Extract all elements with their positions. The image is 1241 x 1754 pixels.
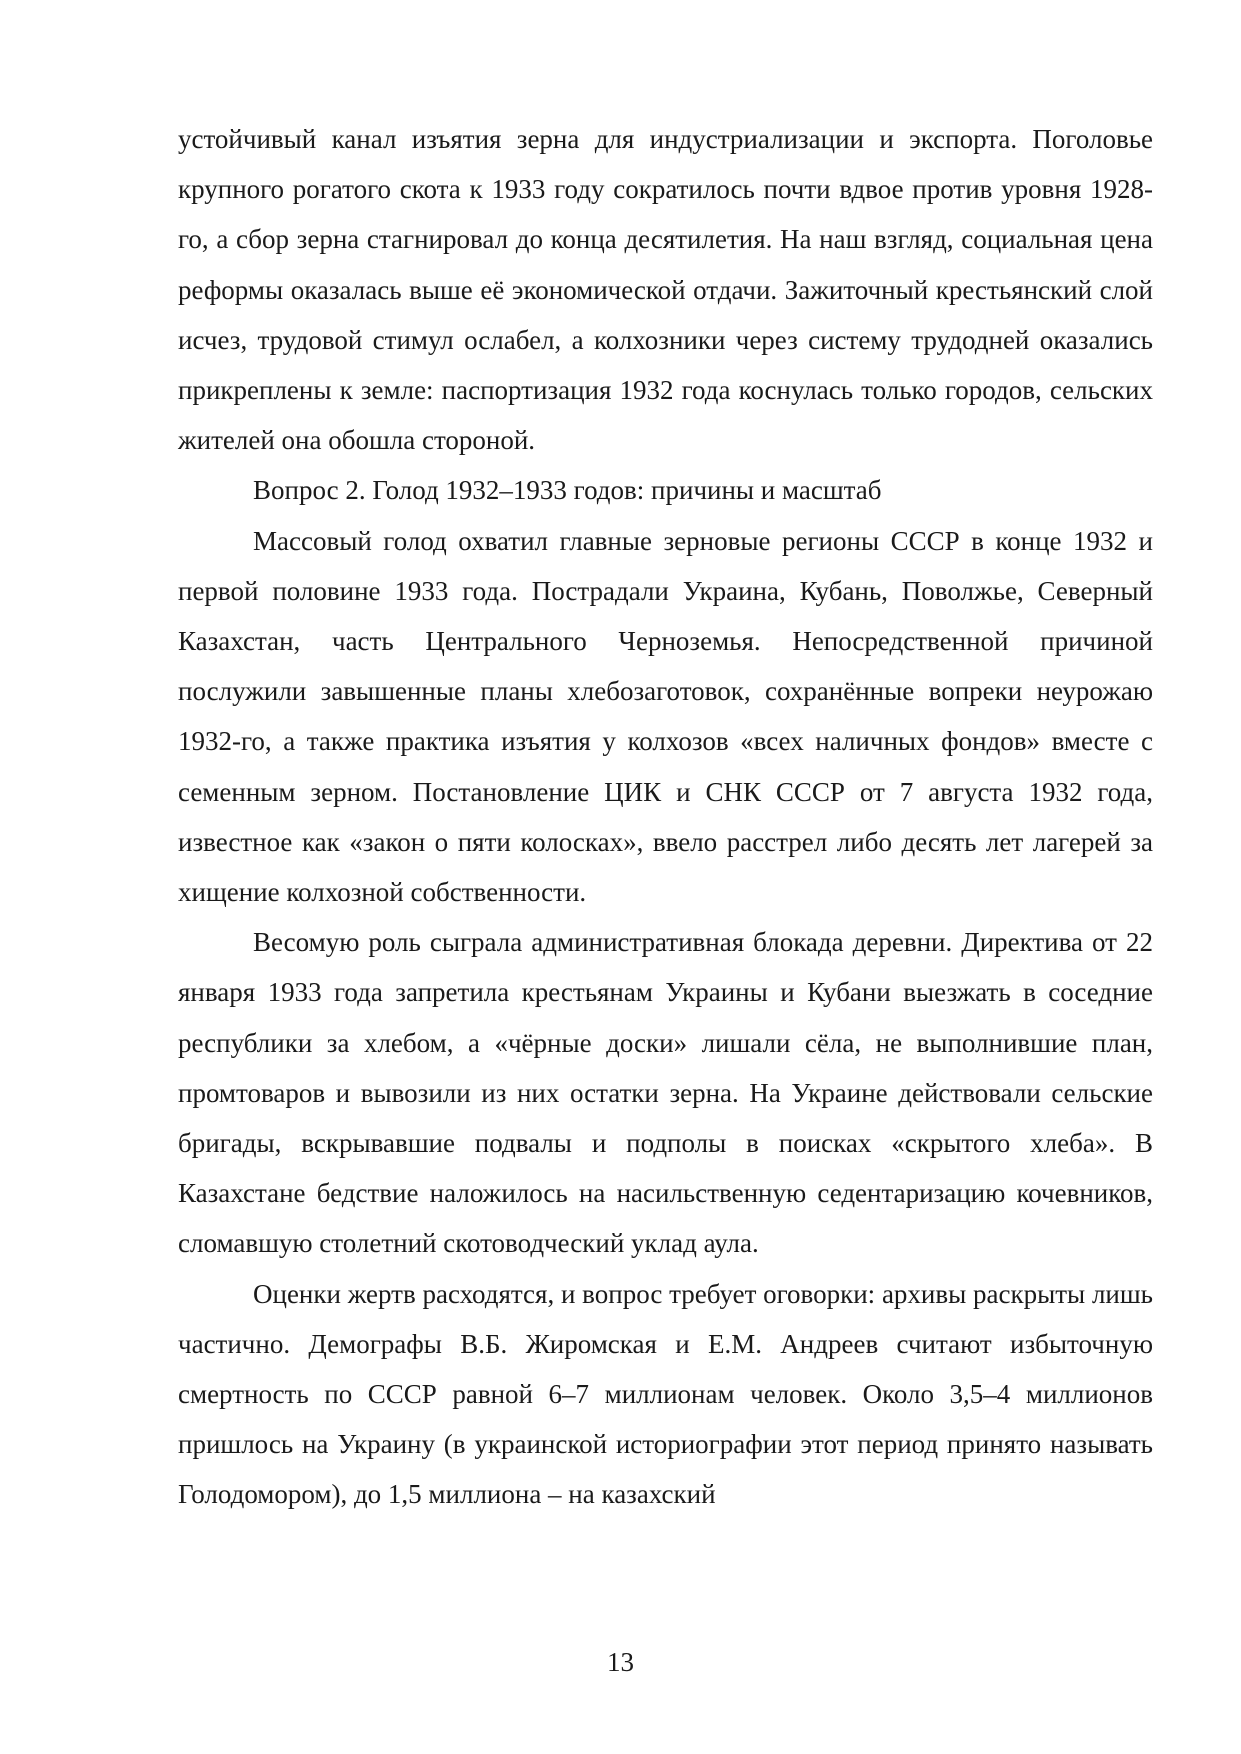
paragraph-administrative-blockade: Весомую роль сыграла административная блокада деревни. Директива от 22 января 1933 года запретила крестьянам Украины и Кубани выезжать в соседние республики за хлебом, а «чёрные доски» лишали сёла, не выполнившие план, промтоваров и вывозили из них остатки зерна. На Украине действовали сельские бригады, вскрывавшие подвалы и подполы в поисках «скрытого хлеба». В Казахстане бедствие наложилось на насильственную седентаризацию кочевников, сломавшую столетний скотоводческий уклад аула. [178, 927, 1153, 1259]
page-number: 13 [607, 1647, 634, 1677]
paragraph-famine-causes: Массовый голод охватил главные зерновые регионы СССР в конце 1932 и первой половине 1933 года. Пострадали Украина, Кубань, Поволжье, Северный Казахстан, часть Центрального Черноземья. Непосредственной причиной послужили завышенные планы хлебозаготовок, сохранённые вопреки неурожаю 1932-го, а также практика изъятия у колхозов «всех наличных фондов» вместе с семенным зерном. Постановление ЦИК и СНК СССР от 7 августа 1932 года, известное как «закон о пяти колосках», ввело расстрел либо десять лет лагерей за хищение колхозной собственности. [178, 525, 1153, 908]
body-text [178, 114, 1153, 1520]
section-heading: Вопрос 2. Голод 1932–1933 годов: причины и масштаб [253, 475, 882, 506]
paragraph-continuation: устойчивый канал изъятия зерна для индустриализации и экспорта. Поголовье крупного рогатого скота к 1933 году сократилось почти вдвое против уровня 1928-го, а сбор зерна стагнировал до конца десятилетия. На наш взгляд, социальная цена реформы оказалась выше её экономической отдачи. Зажиточный крестьянский слой исчез, трудовой стимул ослабел, а колхозники через систему трудодней оказались прикреплены к земле: паспортизация 1932 года коснулась только городов, сельских жителей она обошла стороной. [178, 124, 1153, 456]
paragraph-victim-estimates: Оценки жертв расходятся, и вопрос требует оговорки: архивы раскрыты лишь частично. Демографы В.Б. Жиромская и Е.М. Андреев считают избыточную смертность по СССР равной 6–7 миллионам человек. Около 3,5–4 миллионов пришлось на Украину (в украинской историографии этот период принято называть Голодомором), до 1,5 миллиона – на казахский [178, 1278, 1153, 1510]
